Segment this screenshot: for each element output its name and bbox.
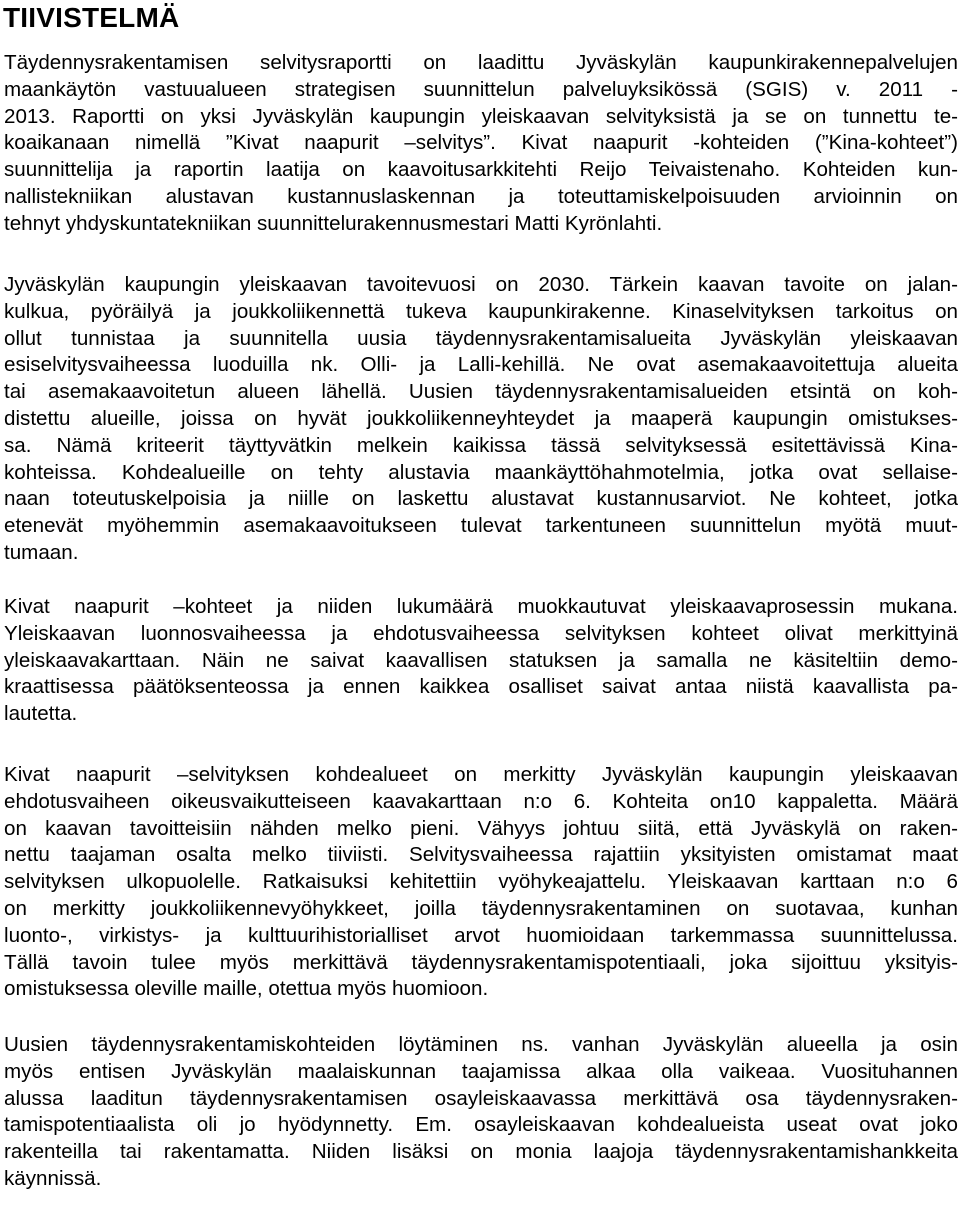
text-line: tumaan. <box>4 541 79 564</box>
text-line: tamispotentiaalista oli jo hyödynnetty. Em. osayleiskaavan kohdealueista useat ovat joko <box>4 1113 958 1137</box>
text-line: 2013. Raportti on yksi Jyväskylän kaupungin yleiskaavan selvityksistä ja se on tunnettu te- <box>4 104 958 128</box>
text-line: tehnyt yhdyskuntatekniikan suunnittelurakennusmestari Matti Kyrönlahti. <box>4 211 663 235</box>
text-line: etenevät myöhemmin asemakaavoitukseen tulevat tarkentuneen suunnittelun myötä muut- <box>4 514 958 538</box>
text-line: omistuksessa oleville maille, otettua myös huomioon. <box>4 977 489 1001</box>
text-line: on kaavan tavoitteisiin nähden melko pieni. Vähyys johtuu siitä, että Jyväskylä on raken- <box>4 816 958 840</box>
text-line: ehdotusvaiheen oikeusvaikutteiseen kaavakarttaan n:o 6. Kohteita on10 kappaletta. Määrä <box>4 789 958 813</box>
text-line: Kivat naapurit –selvityksen kohdealueet on merkitty Jyväskylän kaupungin yleiskaavan <box>4 763 958 786</box>
text-line: kohteissa. Kohdealueille on tehty alustavia maankäyttöhahmotelmia, jotka ovat sellaise- <box>4 460 958 484</box>
text-line: tai asemakaavoitetun alueen lähellä. Uusien täydennysrakentamisalueiden etsintä on koh- <box>4 380 958 404</box>
text-line: Täydennysrakentamisen selvitysraportti on laadittu Jyväskylän kaupunkirakennepalvelujen <box>4 51 958 74</box>
text-line: Yleiskaavan luonnosvaiheessa ja ehdotusvaiheessa selvityksen kohteet olivat merkittyinä <box>4 621 958 645</box>
text-line: Kivat naapurit –kohteet ja niiden lukumäärä muokkautuvat yleiskaavaprosessin mukana. <box>4 595 958 618</box>
text-line: maankäytön vastuualueen strategisen suunnittelun palveluyksikössä (SGIS) v. 2011 - <box>4 77 958 101</box>
page-title: TIIVISTELMÄ <box>3 2 180 33</box>
text-line: lautetta. <box>4 702 78 726</box>
text-line: koaikanaan nimellä ”Kivat naapurit –selvitys”. Kivat naapurit -kohteiden (”Kina-kohteet”) <box>4 131 958 155</box>
text-line: nallistekniikan alustavan kustannuslaskennan ja toteuttamiskelpoisuuden arvioinnin on <box>4 185 958 208</box>
text-line: nettu taajaman osalta melko tiiviisti. Selvitysvaiheessa rajattiin yksityisten omistamat maat <box>4 843 958 867</box>
text-line: myös entisen Jyväskylän maalaiskunnan taajamissa alkaa olla vaikeaa. Vuosituhannen <box>4 1059 958 1083</box>
text-line: esiselvitysvaiheessa luoduilla nk. Olli- ja Lalli-kehillä. Ne ovat asemakaavoitettuja alueita <box>4 353 958 377</box>
text-line: selvityksen ulkopuolelle. Ratkaisuksi kehitettiin vyöhykeajattelu. Yleiskaavan karttaan n:o 6 <box>4 870 958 894</box>
text-line: kraattisessa päätöksenteossa ja ennen kaikkea osalliset saivat antaa niistä kaavallista pa- <box>4 675 958 699</box>
text-line: Tällä tavoin tulee myös merkittävä täydennysrakentamispotentiaali, joka sijoittuu yksityis- <box>4 950 958 974</box>
text-line: on merkitty joukkoliikennevyöhykkeet, joilla täydennysrakentaminen on suotavaa, kunhan <box>4 897 958 920</box>
text-line: suunnittelija ja raportin laatija on kaavoitusarkkitehti Reijo Teivaistenaho. Kohteiden kun- <box>4 158 958 182</box>
text-line: naan toteutuskelpoisia ja niille on laskettu alustavat kustannusarviot. Ne kohteet, jotka <box>4 487 958 511</box>
text-line: ollut tunnistaa ja suunnitella uusia täydennysrakentamisalueita Jyväskylän yleiskaavan <box>4 326 958 350</box>
text-line: kulkua, pyöräilyä ja joukkoliikennettä tukeva kaupunkirakenne. Kinaselvityksen tarkoitus on <box>4 299 958 323</box>
text-line: käynnissä. <box>4 1167 102 1190</box>
text-line: Jyväskylän kaupungin yleiskaavan tavoitevuosi on 2030. Tärkein kaavan tavoite on jalan- <box>4 273 958 296</box>
text-line: distettu alueille, joissa on hyvät joukkoliikenneyhteydet ja maaperä kaupungin omistukses- <box>4 407 958 430</box>
text-line: rakenteilla tai rakentamatta. Niiden lisäksi on monia laajoja täydennysrakentamishankkeita <box>4 1140 958 1164</box>
text-line: luonto-, virkistys- ja kulttuurihistorialliset arvot huomioidaan tarkemmassa suunnittelussa. <box>4 923 958 947</box>
text-line: alussa laaditun täydennysrakentamisen osayleiskaavassa merkittävä osa täydennysraken- <box>4 1086 958 1110</box>
text-line: sa. Nämä kriteerit täyttyvätkin melkein kaikissa tässä selvityksessä esitettävissä Kina- <box>4 433 958 457</box>
text-line: yleiskaavakarttaan. Näin ne saivat kaavallisen statuksen ja samalla ne käsiteltiin demo- <box>4 648 958 672</box>
text-line: Uusien täydennysrakentamiskohteiden löytäminen ns. vanhan Jyväskylän alueella ja osin <box>4 1033 958 1056</box>
